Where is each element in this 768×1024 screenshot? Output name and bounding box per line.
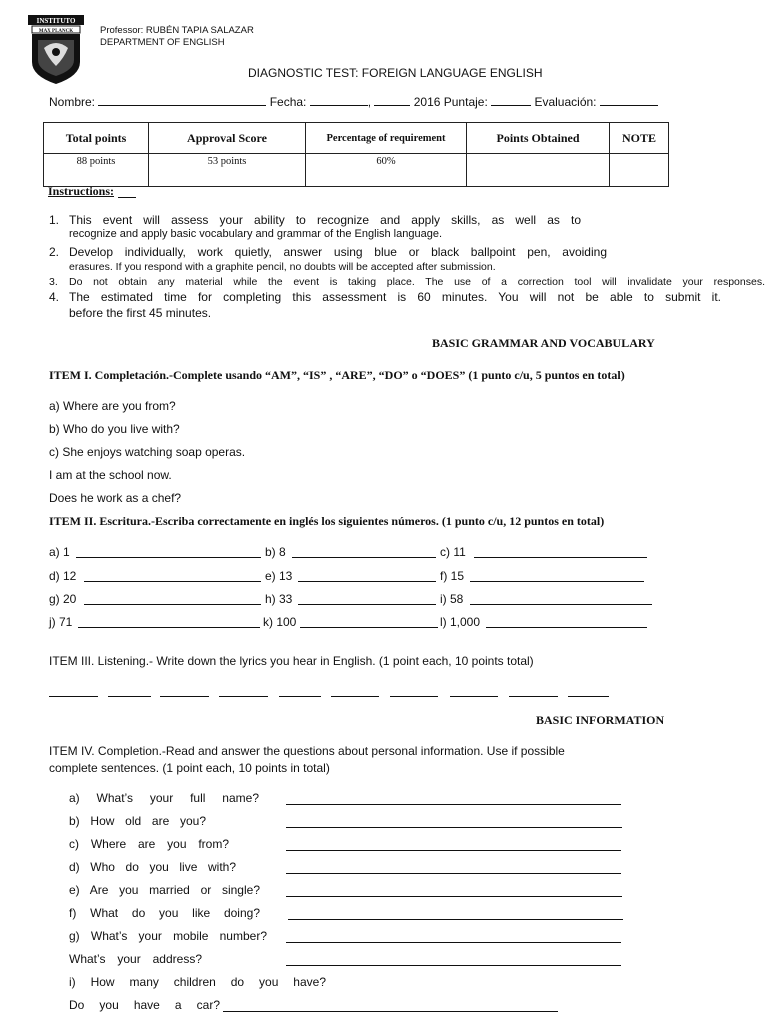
number-d-blank[interactable] (84, 581, 261, 582)
personal-question-a: a) What’s your full name? (69, 791, 259, 805)
year-puntaje-label: 2016 Puntaje: (410, 95, 492, 109)
personal-question-f: f) What do you like doing? (69, 906, 260, 920)
answer-g-blank[interactable] (286, 942, 621, 943)
item1-question-e: Does he work as a chef? (49, 491, 182, 505)
personal-question-c: c) Where are you from? (69, 837, 229, 851)
header-percentage: Percentage of requirement (306, 123, 467, 154)
page-title: DIAGNOSTIC TEST: FOREIGN LANGUAGE ENGLISH (248, 66, 543, 80)
number-l-label: l) 1,000 (440, 615, 481, 629)
logo-text-bottom: MAX PLANCK (38, 29, 74, 34)
number-c-blank[interactable] (474, 557, 647, 558)
number-j-label: j) 71 (49, 615, 73, 629)
number-g-label: g) 20 (49, 592, 77, 606)
fecha-day-field[interactable] (310, 94, 368, 106)
number-k-label: k) 100 (263, 615, 297, 629)
instructions-title: Instructions: (48, 184, 115, 198)
value-percentage: 60% (306, 154, 467, 187)
header-total-points: Total points (44, 123, 149, 154)
comma: , (367, 95, 375, 109)
number-l-blank[interactable] (486, 627, 647, 628)
fecha-month-field[interactable] (374, 94, 410, 106)
item1-question-a: a) Where are you from? (49, 399, 176, 413)
personal-question-d: d) Who do you live with? (69, 860, 236, 874)
number-e-blank[interactable] (298, 581, 436, 582)
number-a-blank[interactable] (76, 557, 261, 558)
lyrics-blank-6[interactable] (331, 696, 379, 697)
lyrics-blank-1[interactable] (49, 696, 98, 697)
instruction-1-line2: recognize and apply basic vocabulary and grammar of the English language. (69, 228, 443, 240)
instruction-2-num: 2. (49, 245, 60, 259)
number-f-label: f) 15 (440, 569, 465, 583)
personal-question-j: Do you have a car? (69, 998, 220, 1012)
item4-title-line1: ITEM IV. Completion.-Read and answer the questions about personal information. Use if possible (49, 744, 565, 758)
department-name: DEPARTMENT OF ENGLISH (100, 37, 225, 48)
number-g-blank[interactable] (84, 604, 261, 605)
instruction-4-num: 4. (49, 290, 60, 304)
number-b-label: b) 8 (265, 545, 286, 559)
number-d-label: d) 12 (49, 569, 77, 583)
number-i-label: i) 58 (440, 592, 464, 606)
lyrics-blank-9[interactable] (509, 696, 558, 697)
value-total-points: 88 points (44, 154, 149, 187)
lyrics-blank-5[interactable] (279, 696, 321, 697)
answer-c-blank[interactable] (286, 850, 621, 851)
evaluacion-field[interactable] (600, 94, 658, 106)
item1-question-d: I am at the school now. (49, 468, 172, 482)
header-note: NOTE (610, 123, 669, 154)
item1-question-b: b) Who do you live with? (49, 422, 180, 436)
number-c-label: c) 11 (440, 545, 466, 559)
professor-name: Professor: RUBÉN TAPIA SALAZAR (100, 25, 254, 36)
personal-question-e: e) Are you married or single? (69, 883, 260, 897)
puntaje-field[interactable] (491, 94, 531, 106)
answer-d-blank[interactable] (286, 873, 621, 874)
personal-question-g: g) What’s your mobile number? (69, 929, 267, 943)
number-e-label: e) 13 (265, 569, 293, 583)
number-k-blank[interactable] (300, 627, 438, 628)
value-points-obtained[interactable] (467, 154, 610, 187)
institute-logo (26, 14, 86, 86)
header-approval-score: Approval Score (149, 123, 306, 154)
item3-title: ITEM III. Listening.- Write down the lyrics you hear in English. (1 point each, 10 points total) (49, 654, 534, 668)
number-j-blank[interactable] (78, 627, 260, 628)
answer-f-blank[interactable] (288, 919, 623, 920)
personal-question-i: i) How many children do you have? (69, 975, 326, 989)
item2-title: ITEM II. Escritura.-Escriba correctamente en inglés los siguientes números. (1 punto c/u, 12 puntos en total) (49, 514, 605, 528)
number-f-blank[interactable] (470, 581, 644, 582)
answer-b-blank[interactable] (286, 827, 622, 828)
section-basic-info-title: BASIC INFORMATION (536, 713, 665, 727)
section-grammar-title: BASIC GRAMMAR AND VOCABULARY (432, 336, 655, 350)
score-table (43, 122, 669, 187)
value-approval-score: 53 points (149, 154, 306, 187)
lyrics-blank-4[interactable] (219, 696, 268, 697)
instruction-2-line2: erasures. If you respond with a graphite pencil, no doubts will be accepted after submission. (69, 261, 496, 273)
instruction-3-line1: Do not obtain any material while the event is taking place. The use of a correction tool will invalidate your responses. (69, 276, 765, 288)
lyrics-blank-7[interactable] (390, 696, 438, 697)
personal-question-h: What’s your address? (69, 952, 202, 966)
item1-question-c: c) She enjoys watching soap operas. (49, 445, 246, 459)
number-h-label: h) 33 (265, 592, 293, 606)
number-h-blank[interactable] (298, 604, 436, 605)
instruction-2-line1: Develop individually, work quietly, answer using blue or black ballpoint pen, avoiding (69, 245, 607, 259)
evaluacion-label: Evaluación: (531, 95, 600, 109)
instruction-3-num: 3. (49, 276, 58, 288)
number-b-blank[interactable] (292, 557, 436, 558)
lyrics-blank-8[interactable] (450, 696, 498, 697)
number-i-blank[interactable] (470, 604, 652, 605)
value-note[interactable] (610, 154, 669, 187)
personal-question-b: b) How old are you? (69, 814, 206, 828)
answer-h-blank[interactable] (286, 965, 621, 966)
lyrics-blank-10[interactable] (568, 696, 609, 697)
instructions-underline (118, 197, 136, 198)
number-a-label: a) 1 (49, 545, 70, 559)
instruction-4-line1: The estimated time for completing this assessment is 60 minutes. You will not be able to submit it. (69, 290, 721, 304)
instruction-1-num: 1. (49, 213, 60, 227)
lyrics-blank-3[interactable] (160, 696, 209, 697)
lyrics-blank-2[interactable] (108, 696, 151, 697)
item4-title-line2: complete sentences. (1 point each, 10 points in total) (49, 761, 330, 775)
answer-j-blank[interactable] (223, 1011, 558, 1012)
item1-title: ITEM I. Completación.-Complete usando “AM”, “IS” , “ARE”, “DO” o “DOES” (1 punto c/u, 5 puntos en total) (49, 368, 625, 382)
answer-a-blank[interactable] (286, 804, 621, 805)
answer-e-blank[interactable] (286, 896, 622, 897)
nombre-field[interactable] (98, 94, 266, 106)
header-points-obtained: Points Obtained (467, 123, 610, 154)
logo-text-top: INSTITUTO (36, 17, 76, 25)
nombre-label: Nombre: (49, 95, 99, 109)
form-line (49, 94, 658, 109)
instruction-1-line1: This event will assess your ability to recognize and apply skills, as well as to (69, 213, 581, 227)
instruction-4-line2: before the first 45 minutes. (69, 306, 212, 320)
fecha-label: Fecha: (266, 95, 310, 109)
